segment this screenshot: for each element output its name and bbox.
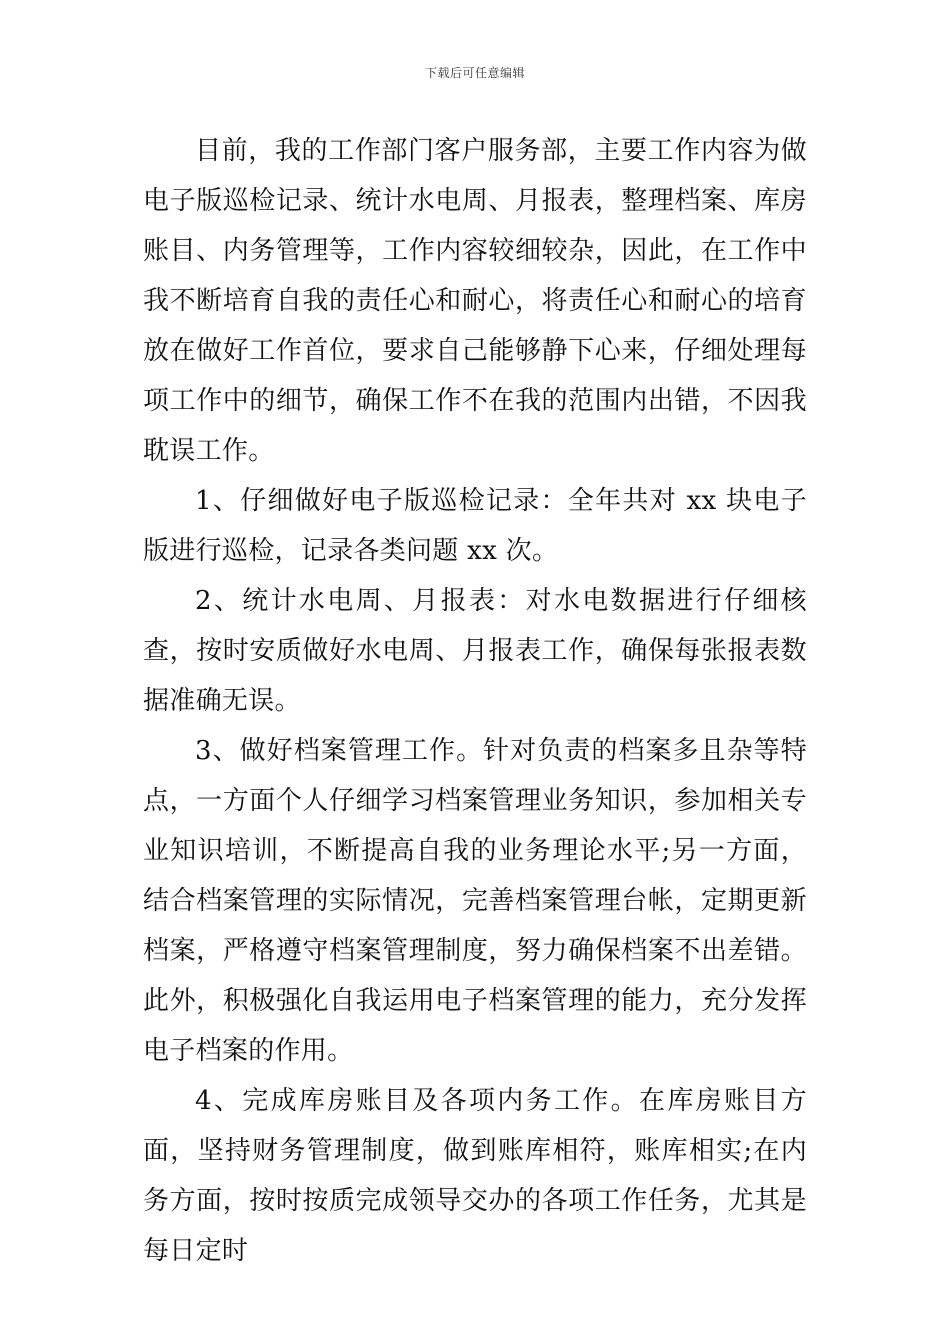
paragraph-item-1: 1、仔细做好电子版巡检记录：全年共对 xx 块电子版进行巡检，记录各类问题 xx 次。: [143, 486, 807, 566]
paragraph-item-3: 3、做好档案管理工作。针对负责的档案多且杂等特点，一方面个人仔细学习档案管理业务知识，参加相关专业知识培训，不断提高自我的业务理论水平;另一方面，结合档案管理的实际情况，完善档案管理台帐，定期更新档案，严格遵守档案管理制度，努力确保档案不出差错。此外，积极强化自我运用电子档案管理的能力，充分发挥电子档案的作用。: [143, 736, 807, 1066]
paragraph-item-2: 2、统计水电周、月报表：对水电数据进行仔细核查，按时安质做好水电周、月报表工作，确保每张报表数据准确无误。: [143, 586, 807, 716]
paragraph-item-4: 4、完成库房账目及各项内务工作。在库房账目方面，坚持财务管理制度，做到账库相符，账库相实;在内务方面，按时按质完成领导交办的各项工作任务，尤其是每日定时: [143, 1086, 807, 1266]
page-header-note: 下载后可任意编辑: [424, 66, 525, 80]
document-body: [143, 126, 807, 1276]
paragraph-intro: 目前，我的工作部门客户服务部，主要工作内容为做电子版巡检记录、统计水电周、月报表，整理档案、库房账目、内务管理等，工作内容较细较杂，因此，在工作中我不断培育自我的责任心和耐心，将责任心和耐心的培育放在做好工作首位，要求自己能够静下心来，仔细处理每项工作中的细节，确保工作不在我的范围内出错，不因我耽误工作。: [143, 136, 807, 466]
